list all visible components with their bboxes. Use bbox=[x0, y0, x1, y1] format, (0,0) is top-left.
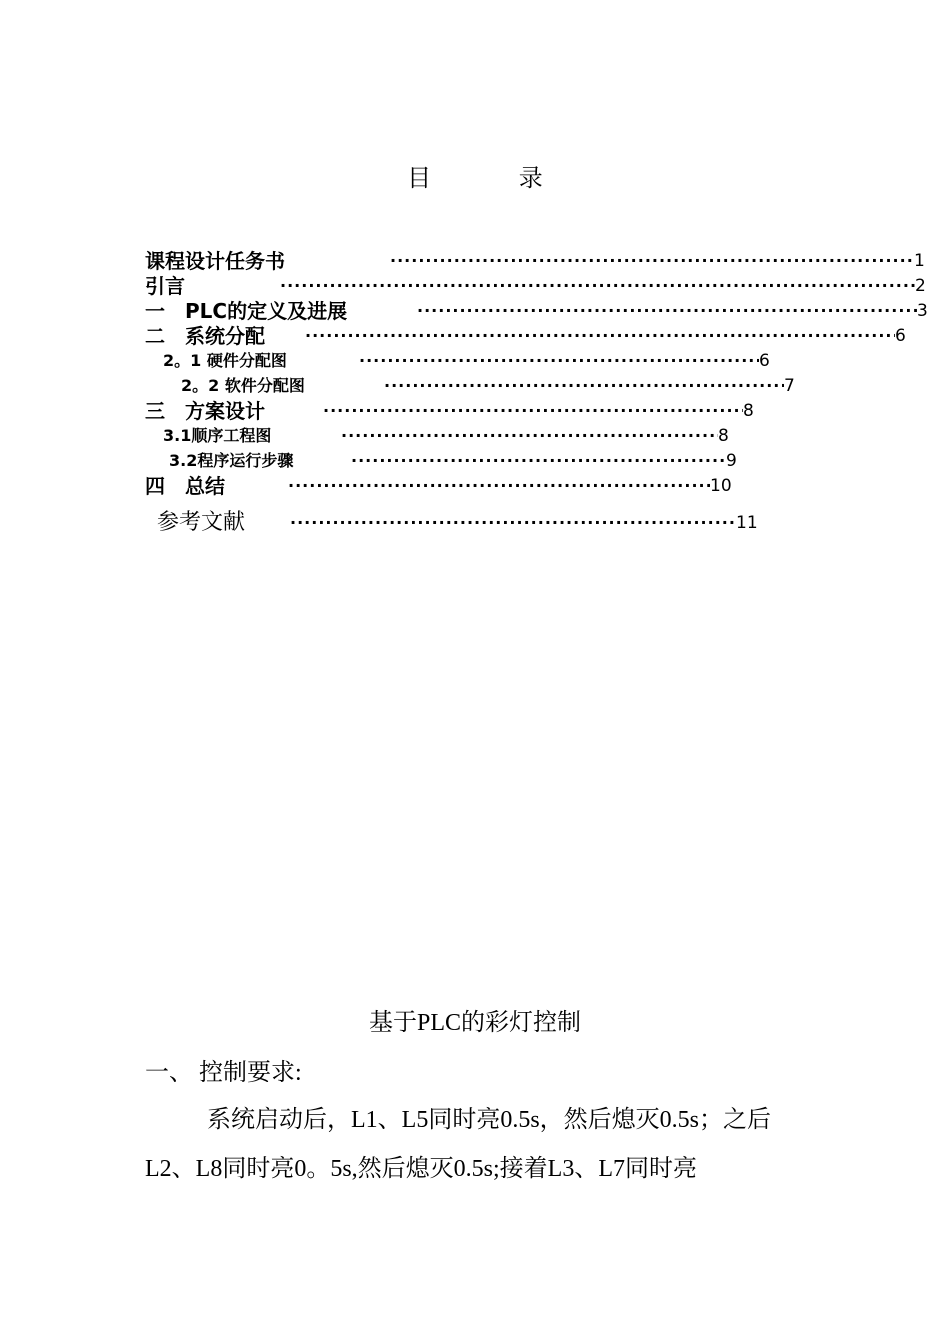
section-heading: 一、 控制要求: bbox=[145, 1060, 302, 1086]
toc-leader-dots bbox=[290, 511, 736, 535]
toc-entry-label: 四 总结 bbox=[145, 474, 225, 498]
toc-leader-dots bbox=[390, 249, 914, 273]
toc-leader-dots bbox=[359, 349, 759, 373]
toc-entry[interactable] bbox=[145, 249, 925, 273]
toc-entry-page: 3 bbox=[917, 301, 928, 321]
toc-entry-label: 一 PLC的定义及进展 bbox=[145, 299, 348, 323]
toc-entry[interactable] bbox=[145, 474, 740, 498]
toc-entry-page: 8 bbox=[743, 401, 754, 421]
toc-entry[interactable] bbox=[145, 299, 928, 323]
toc-leader-dots bbox=[288, 474, 710, 498]
toc-entry[interactable] bbox=[169, 449, 744, 473]
toc-leader-dots bbox=[417, 299, 917, 323]
toc-entry-label: 2。2 软件分配图 bbox=[181, 376, 305, 395]
toc-leader-dots bbox=[323, 399, 743, 423]
toc-entry[interactable] bbox=[181, 374, 801, 398]
toc-entry[interactable] bbox=[145, 399, 760, 423]
toc-entry-label: 三 方案设计 bbox=[145, 399, 265, 423]
toc-entry-page: 2 bbox=[915, 276, 926, 296]
toc-entry-label: 课程设计任务书 bbox=[145, 249, 285, 273]
body-paragraph bbox=[145, 1096, 810, 1194]
toc-leader-dots bbox=[280, 274, 915, 298]
toc-leader-dots bbox=[351, 449, 726, 473]
toc-entry[interactable] bbox=[157, 511, 767, 535]
toc-entry[interactable] bbox=[145, 274, 926, 298]
toc-leader-dots bbox=[384, 374, 784, 398]
toc-entry-label: 二 系统分配 bbox=[145, 324, 265, 348]
toc-leader-dots bbox=[341, 424, 718, 448]
toc-entry-label: 3.2程序运行步骤 bbox=[169, 451, 294, 470]
toc-entry-page: 10 bbox=[710, 476, 732, 496]
paragraph-text: 系统启动后，L1、L5同时亮0.5s，然后熄灭0.5s；之后L2、L8同时亮0。5s,然后熄灭0.5s;接着L3、L7同时亮 bbox=[145, 1107, 771, 1182]
toc-title: 目 录 bbox=[407, 164, 583, 192]
toc-entry-label: 3.1顺序工程图 bbox=[163, 426, 272, 445]
toc-entry-page: 11 bbox=[736, 513, 758, 533]
toc-entry[interactable] bbox=[163, 349, 775, 373]
toc-entry[interactable] bbox=[163, 424, 735, 448]
toc-leader-dots bbox=[305, 324, 895, 348]
toc-entry-page: 1 bbox=[914, 251, 925, 271]
toc-entry-page: 6 bbox=[895, 326, 906, 346]
toc-entry[interactable] bbox=[145, 324, 906, 348]
toc-entry-label: 参考文献 bbox=[157, 510, 246, 535]
toc-entry-page: 9 bbox=[726, 451, 737, 471]
toc-entry-label: 2。1 硬件分配图 bbox=[163, 351, 287, 370]
toc-entry-page: 6 bbox=[759, 351, 770, 371]
toc-entry-page: 7 bbox=[784, 376, 795, 396]
toc-entry-page: 8 bbox=[718, 426, 729, 446]
document-title: 基于PLC的彩灯控制 bbox=[368, 1010, 581, 1036]
toc-entry-label: 引言 bbox=[145, 274, 185, 298]
